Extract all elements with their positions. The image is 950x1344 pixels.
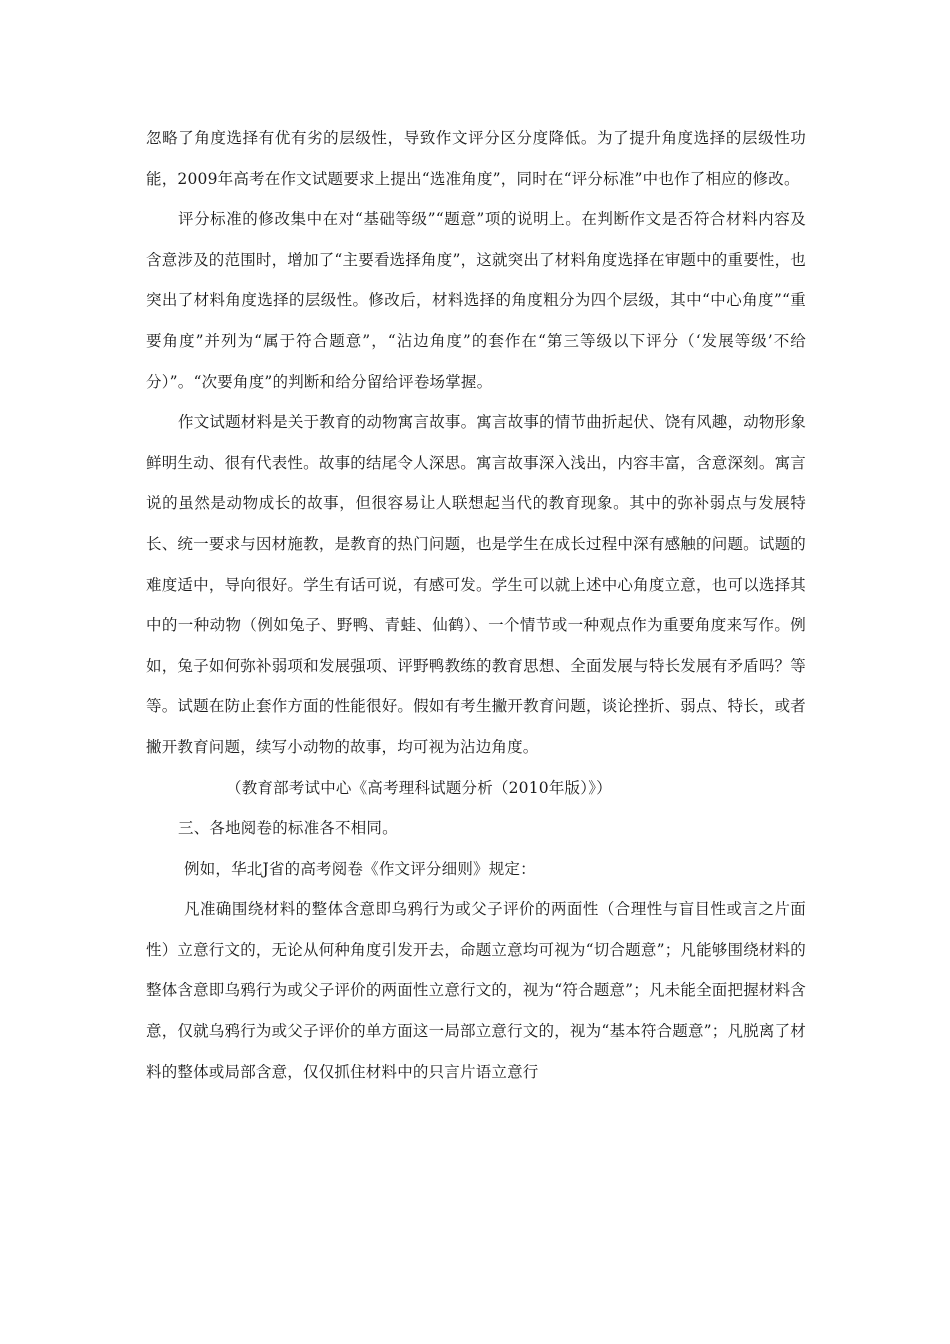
document-page xyxy=(146,118,806,1092)
paragraph-rules: 凡准确围绕材料的整体含意即乌鸦行为或父子评价的两面性（合理性与盲目性或言之片面性）立意行文的，无论从何种角度引发开去，命题立意均可视为“切合题意”；凡能够围绕材料的整体含意即乌鸦行为或父子评价的两面性立意行文的，视为“符合题意”；凡未能全面把握材料含意，仅就乌鸦行为或父子评价的单方面这一局部立意行文的，视为“基本符合题意”；凡脱离了材料的整体或局部含意，仅仅抓住材料中的只言片语立意行 xyxy=(146,900,806,1081)
citation-source: （教育部考试中心《高考理科试题分析（2010年版）》） xyxy=(226,778,612,797)
paragraph-3: 作文试题材料是关于教育的动物寓言故事。寓言故事的情节曲折起伏、饶有风趣，动物形象鲜明生动、很有代表性。故事的结尾令人深思。寓言故事深入浅出，内容丰富，含意深刻。寓言说的虽然是动物成长的故事，但很容易让人联想起当代的教育现象。其中的弥补弱点与发展特长、统一要求与因材施教，是教育的热门问题，也是学生在成长过程中深有感触的问题。试题的难度适中，导向很好。学生有话可说，有感可发。学生可以就上述中心角度立意，也可以选择其中的一种动物（例如兔子、野鸭、青蛙、仙鹤）、一个情节或一种观点作为重要角度来写作。例如，兔子如何弥补弱项和发展强项、评野鸭教练的教育思想、全面发展与特长发展有矛盾吗？等等。试题在防止套作方面的性能很好。假如有考生撇开教育问题，谈论挫折、弱点、特长，或者撇开教育问题，续写小动物的故事，均可视为沾边角度。 xyxy=(146,413,807,756)
paragraph-2: 评分标准的修改集中在对“基础等级”“题意”项的说明上。在判断作文是否符合材料内容及含意涉及的范围时，增加了“主要看选择角度”，这就突出了材料角度选择在审题中的重要性，也突出了材料角度选择的层级性。修改后，材料选择的角度粗分为四个层级，其中“中心角度”“重要角度”并列为“属于符合题意”，“沾边角度”的套作在“第三等级以下评分（‘发展等级’不给分）”。“次要角度”的判断和给分留给评卷场掌握。 xyxy=(146,210,806,391)
section-heading-3: 三、各地阅卷的标准各不相同。 xyxy=(178,819,398,838)
paragraph-example: 例如，华北J省的高考阅卷《作文评分细则》规定： xyxy=(184,859,536,878)
paragraph-1: 忽略了角度选择有优有劣的层级性，导致作文评分区分度降低。为了提升角度选择的层级性功能，2009年高考在作文试题要求上提出“选准角度”，同时在“评分标准”中也作了相应的修改。 xyxy=(146,129,806,188)
